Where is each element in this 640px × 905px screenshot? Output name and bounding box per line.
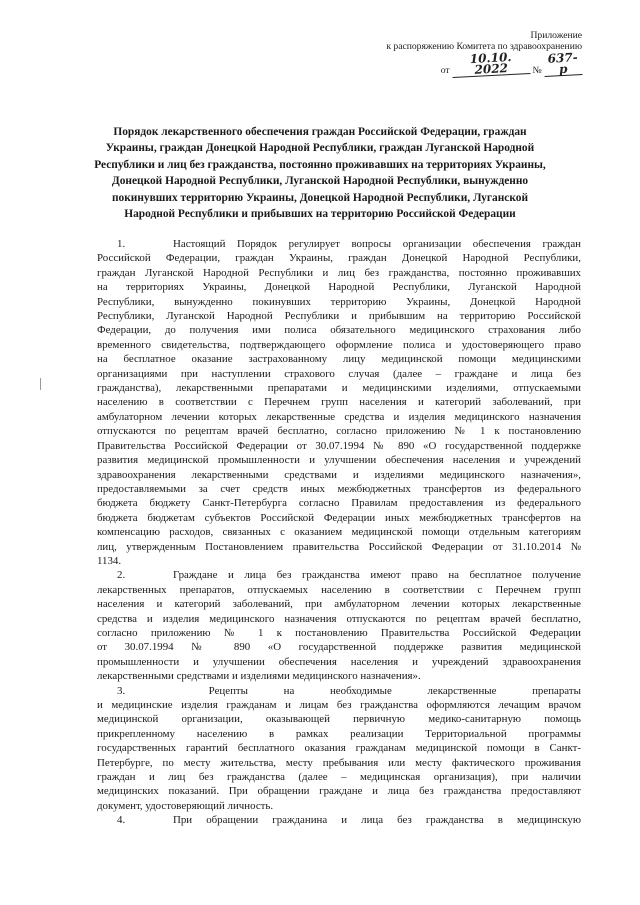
paragraph-line: временного свидетельства, подтверждающего оформление полиса и удостоверяющего право <box>97 338 581 351</box>
paragraph-first-line: Граждане и лица без гражданства имеют право на бесплатное получение <box>173 569 581 582</box>
title-line: Народной Республики и прибывших на территорию Российской Федерации <box>124 208 516 221</box>
paragraph-line: Петербурге, по месту жительства, месту пребывания или месту фактического проживания <box>97 756 581 769</box>
paragraph-line: населению в соответствии с Перечнем групп населения и категорий заболеваний, при <box>97 396 581 409</box>
paragraph-line: бюджета бюджету Санкт-Петербурга согласно Правилам предоставления из федерального <box>97 497 581 510</box>
paragraph-line: от 30.07.1994 № 890 «О государственной поддержке развития медицинской <box>97 641 581 654</box>
title-line: покинувших территорию Украины, Донецкой Народной Республики, Луганской <box>111 191 529 204</box>
paragraph-1 <box>97 237 581 568</box>
paragraph-line: на бесплатное оказание застрахованному лицу медицинской помощи медицинскими <box>97 353 581 366</box>
paragraph-number: 3. <box>117 684 126 697</box>
document-title <box>92 124 548 222</box>
paragraph-line: документ, удостоверяющий личность. <box>97 799 274 812</box>
paragraph-word: Рецепты <box>208 684 248 697</box>
paragraph-line: лиц, утвержденным Постановлением правительства Российской Федерации от 31.10.2014 № <box>97 540 581 553</box>
number-label: № <box>532 65 542 76</box>
paragraph-line: Республики, вынужденно покинувших территорию Украины, Донецкой Народной <box>97 295 581 308</box>
paragraph-line: предоставляемыми за счет средств иных межбюджетных трансфертов из федерального <box>97 482 581 495</box>
margin-mark <box>40 378 41 390</box>
paragraph-line <box>97 813 581 827</box>
paragraph-number: 4. <box>117 814 126 827</box>
paragraph-first-line: Настоящий Порядок регулирует вопросы организации обеспечения граждан <box>173 238 581 250</box>
paragraph-line: компенсацию расходов, связанных с оказанием медицинской помощи отдельным категориям <box>97 526 581 539</box>
paragraph-3 <box>97 684 581 814</box>
paragraph-line: Республики, Луганской Народной Республики и прибывшим на территорию Российской <box>97 310 581 323</box>
paragraph-line: средства и изделия медицинского назначения отпускаются по рецептам врачей бесплатно, <box>97 612 581 625</box>
paragraph-line: медицинских показаний. При обращении граждане и лица без гражданства предоставляют <box>97 785 581 798</box>
paragraph-line: прикрепленному населению в рамках реализации Территориальной программы <box>97 727 581 740</box>
paragraph-line: лекарственными средствами и изделиями медицинского назначения». <box>97 670 421 683</box>
paragraph-line: здравоохранения лекарственными средствами и изделиями медицинского назначения», <box>97 468 581 481</box>
paragraph-line <box>97 237 581 251</box>
paragraph-line: Федерации, до получения ими полиса обязательного медицинского страхования либо <box>97 324 581 337</box>
date-prefix: от <box>440 65 450 76</box>
paragraph-line: бюджета бюджетам субъектов Российской Федерации иных межбюджетных трансфертов на <box>97 511 581 524</box>
paragraph-4 <box>97 813 581 827</box>
paragraph-line: лекарственных препаратов, отпускаемых населению в соответствии с Перечнем групп <box>97 583 581 596</box>
appendix-block <box>386 30 582 76</box>
paragraph-line: государственных гарантий бесплатного оказания гражданам медицинской помощи в Санкт- <box>97 742 581 755</box>
handwritten-number: 637-р <box>543 52 582 77</box>
paragraph-line <box>97 568 581 582</box>
paragraph-word: необходимые <box>329 684 392 697</box>
paragraph-line: граждан и лиц без гражданства (далее – медицинская организация), при наличии <box>97 771 581 784</box>
paragraph-line: амбулаторном лечении которых лекарственные средства и изделия медицинского назначения <box>97 410 581 423</box>
handwritten-date: 10.10. 2022 <box>451 51 530 78</box>
paragraph-number: 1. <box>117 238 126 250</box>
paragraph-2 <box>97 568 581 683</box>
paragraph-word: на <box>283 684 295 697</box>
paragraph-line: населения и категорий заболеваний, при амбулаторном лечении которых лекарственные <box>97 598 581 611</box>
appendix-date-line <box>386 49 582 77</box>
appendix-label: Приложение <box>530 30 582 41</box>
paragraph-line: и медицинские изделия гражданам и лицам без гражданства оформляются лечащим врачом <box>97 699 581 711</box>
paragraph-line: Правительства Российской Федерации от 30.07.1994 № 890 «О государственной поддержке <box>97 439 581 452</box>
paragraph-line <box>97 684 581 698</box>
paragraph-word: препараты <box>532 684 581 697</box>
title-line: Украины, граждан Донецкой Народной Республики, граждан Луганской Народной <box>105 142 535 155</box>
document-body <box>97 237 581 828</box>
paragraph-line: 1134. <box>97 554 122 567</box>
paragraph-line: развития медицинской промышленности и улучшении обеспечения населения и учреждений <box>97 454 581 467</box>
paragraph-line: Российской Федерации, граждан Украины, граждан Донецкой Народной Республики, <box>97 252 581 265</box>
paragraph-line: согласно приложению № 1 к постановлению Правительства Российской Федерации <box>97 626 581 639</box>
title-line: Республики и лиц без гражданства, постоянно проживавших на территориях Украины, <box>94 158 546 171</box>
paragraph-line: на территориях Украины, Донецкой Народной Республики, Луганской Народной <box>97 281 581 294</box>
paragraph-word: лекарственные <box>427 684 497 697</box>
paragraph-line: организациями при наступлении страхового случая (далее – граждане и лица без <box>97 367 581 380</box>
paragraph-number: 2. <box>117 569 126 582</box>
paragraph-line: граждан Луганской Народной Республики и лиц без гражданства, постоянно проживавших <box>97 266 581 279</box>
paragraph-line: медицинской организации, оказывающей первичную медико-санитарную помощь <box>97 713 581 726</box>
paragraph-line: промышленности и улучшении обеспечения населения и учреждений здравоохранения <box>97 655 581 668</box>
paragraph-first-line: При обращении гражданина и лица без гражданства в медицинскую <box>173 814 581 827</box>
paragraph-line: гражданства), лекарственными препаратами и медицинскими изделиями, отпускаемыми <box>97 382 581 395</box>
appendix-order-line: к распоряжению Комитета по здравоохранению <box>386 41 582 52</box>
paragraph-line: отпускаются по рецептам врачей бесплатно, согласно приложению № 1 к постановлению <box>97 425 581 438</box>
title-line: Донецкой Народной Республики, Луганской Народной Республики, вынужденно <box>111 175 529 188</box>
title-line: Порядок лекарственного обеспечения граждан Российской Федерации, граждан <box>113 126 527 138</box>
